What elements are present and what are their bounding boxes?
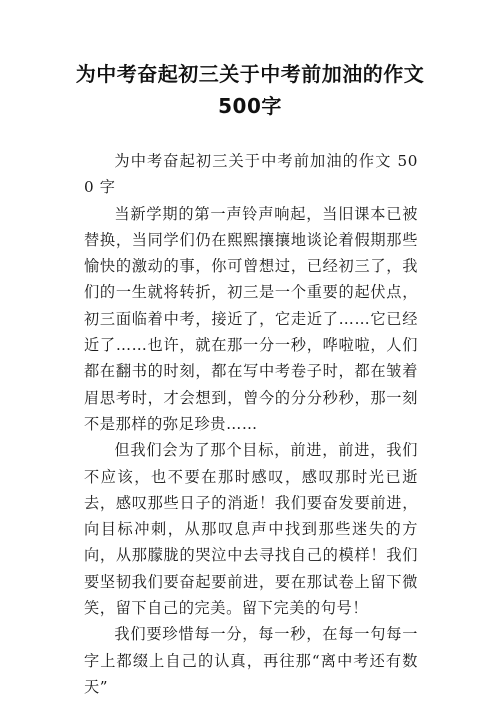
paragraph-subtitle: 为中考奋起初三关于中考前加油的作文 500 字	[84, 152, 418, 197]
document-title: 为中考奋起初三关于中考前加油的作文500字	[75, 62, 425, 118]
paragraph-1: 当新学期的第一声铃声响起，当旧课本已被替换，当同学们仍在熙熙攘攘地谈论着假期那些愉快的激动的事，你可曾想过，已经初三了，我们的一生就将转折，初三是一个重要的起伏点，初三面临着中考，接近了，它走近了……它已经近了……也许，就在那一分一秒，哗啦啦，人们都在翻书的时刻，都在写中考卷子时，都在皱着眉思考时，才会想到，曾今的分分秒秒，那一刻不是那样的弥足珍贵……	[84, 204, 418, 433]
paragraph-2: 但我们会为了那个目标，前进，前进，我们不应该，也不要在那时感叹，感叹那时光已逝去，感叹那些日子的消逝！我们要奋发要前进，向目标冲刺，从那叹息声中找到那些迷失的方向，从那朦胧的哭泣中去寻找自己的模样！我们要坚韧我们要奋起要前进，要在那试卷上留下微笑，留下自己的完美。留下完美的句号！	[84, 441, 418, 618]
document-body	[84, 148, 418, 700]
paragraph-3: 我们要珍惜每一分，每一秒，在每一句每一字上都缀上自己的认真，再往那“离中考还有数天”	[84, 625, 418, 696]
